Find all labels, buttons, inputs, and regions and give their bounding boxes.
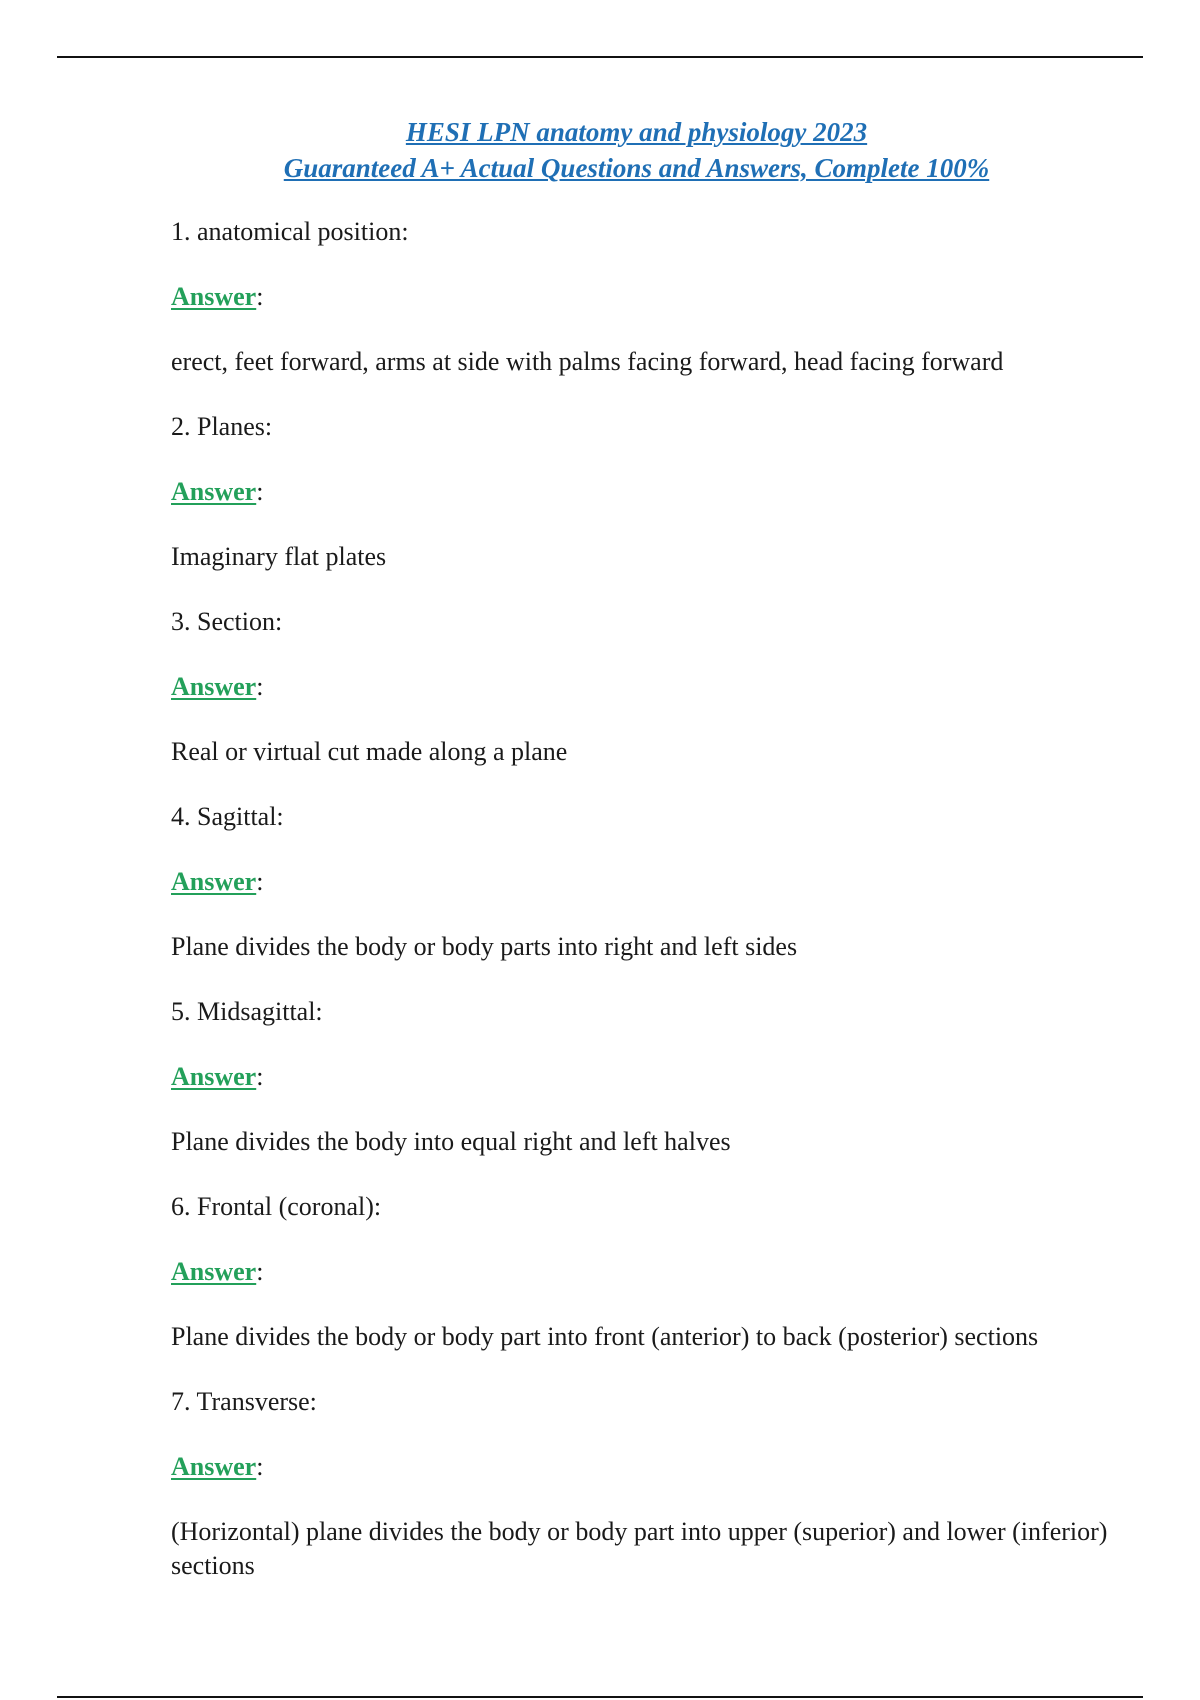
answer-word: Answer <box>171 1257 257 1286</box>
title-line-2: Guaranteed A+ Actual Questions and Answers, Complete 100% <box>283 153 990 183</box>
answer-label <box>171 1255 1171 1320</box>
answer-colon: : <box>256 867 264 896</box>
answer-text: Plane divides the body or body parts into right and left sides <box>171 932 798 961</box>
answer-word: Answer <box>171 282 257 311</box>
qa-item <box>171 410 1171 605</box>
answer-label <box>171 280 1171 345</box>
answer-colon: : <box>256 477 264 506</box>
qa-item <box>171 800 1171 995</box>
answer-colon: : <box>256 672 264 701</box>
qa-item <box>171 1385 1171 1583</box>
answer-word: Answer <box>171 1452 257 1481</box>
question-text: 3. Section: <box>171 607 283 636</box>
answer-text: (Horizontal) plane divides the body or body part into upper (superior) and lower (inferior) sections <box>171 1517 1108 1580</box>
answer-text: erect, feet forward, arms at side with palms facing forward, head facing forward <box>171 347 1004 376</box>
answer-label <box>171 670 1171 735</box>
qa-item <box>171 1190 1171 1385</box>
answer-colon: : <box>256 282 264 311</box>
bottom-rule <box>57 1696 1143 1698</box>
answer-word: Answer <box>171 867 257 896</box>
qa-item <box>171 215 1171 410</box>
question-answer-list <box>171 215 1171 1583</box>
answer-word: Answer <box>171 1062 257 1091</box>
question-text: 7. Transverse: <box>171 1387 317 1416</box>
qa-item <box>171 995 1171 1190</box>
answer-label <box>171 865 1171 930</box>
answer-colon: : <box>256 1452 264 1481</box>
question-text: 5. Midsagittal: <box>171 997 323 1026</box>
answer-text: Plane divides the body into equal right and left halves <box>171 1127 731 1156</box>
answer-word: Answer <box>171 477 257 506</box>
qa-item <box>171 605 1171 800</box>
question-text: 4. Sagittal: <box>171 802 284 831</box>
answer-label <box>171 1060 1171 1125</box>
answer-label <box>171 475 1171 540</box>
title-line-1: HESI LPN anatomy and physiology 2023 <box>405 117 868 147</box>
answer-label <box>171 1450 1171 1515</box>
question-text: 1. anatomical position: <box>171 217 409 246</box>
answer-word: Answer <box>171 672 257 701</box>
answer-text: Plane divides the body or body part into front (anterior) to back (posterior) sections <box>171 1322 1039 1351</box>
document-title <box>0 114 1200 186</box>
top-rule <box>57 56 1143 58</box>
answer-text: Imaginary flat plates <box>171 542 387 571</box>
answer-colon: : <box>256 1062 264 1091</box>
answer-text: Real or virtual cut made along a plane <box>171 737 568 766</box>
question-text: 6. Frontal (coronal): <box>171 1192 382 1221</box>
question-text: 2. Planes: <box>171 412 273 441</box>
answer-colon: : <box>256 1257 264 1286</box>
